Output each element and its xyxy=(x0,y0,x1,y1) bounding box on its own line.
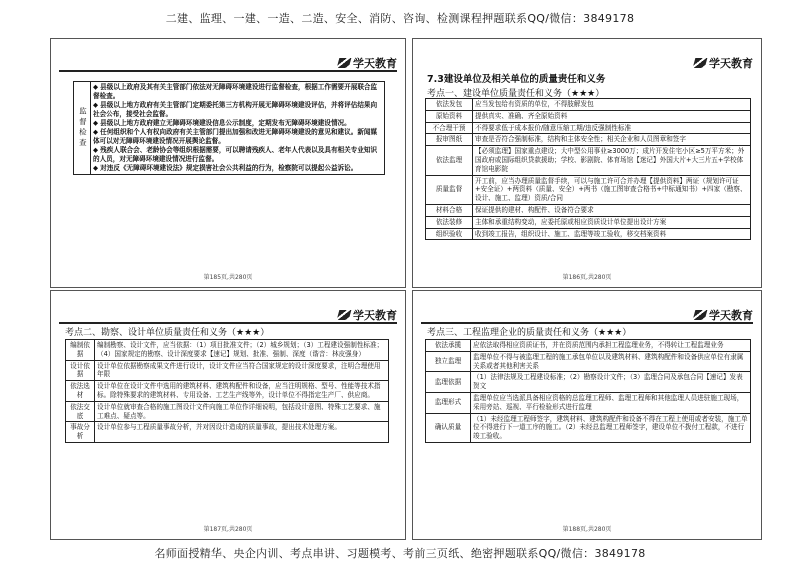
brand-mark-icon xyxy=(337,310,352,320)
table-row xyxy=(426,122,751,134)
table-row xyxy=(426,351,751,372)
supervisor-duty-table xyxy=(425,339,751,443)
page-footer: 第185页,共280页 xyxy=(203,274,253,281)
header-rule xyxy=(59,322,397,324)
row-text: 【必须监理】国家重点建设；大中型公用事业≥3000万；成片开发住宅小区≥5万平方米；外国政府或国际组织贷款援助；学校、影剧院、体育场馆【迷记】外国大片+大三片五+学校体育馆电影院 xyxy=(473,146,751,175)
page-188 xyxy=(412,290,762,540)
row-label: 事故分析 xyxy=(66,422,95,443)
row-label: 设计依据 xyxy=(66,360,95,381)
list-item: ◆ 对违反《无障碍环境建设法》规定损害社会公共利益的行为，检察院可以提起公益诉讼。 xyxy=(93,164,358,172)
page-185 xyxy=(50,38,406,288)
table-row xyxy=(66,340,389,361)
table-row xyxy=(66,381,389,402)
row-text: 设计单位就审查合格的施工图设计文件向施工单位作详细说明，包括设计意图、特殊工艺要求、施工难点、疑点等。 xyxy=(95,401,389,422)
table-row xyxy=(426,340,751,352)
table-row xyxy=(426,204,751,216)
row-label: 组织验收 xyxy=(426,228,473,240)
row-text: 不得要求低于成本报价/随意压缩工期/违反强制性标准 xyxy=(473,122,751,134)
brand-logo xyxy=(694,307,753,323)
row-text: 监理单位不得与被监理工程的施工承包单位以及建筑材料、建筑构配件和设备供应单位有隶属关系或者其他利害关系 xyxy=(471,351,751,372)
table-row xyxy=(426,99,751,111)
row-text: 提供真实、准确、齐全原始资料 xyxy=(473,110,751,122)
table-row xyxy=(426,110,751,122)
row-text: 编制勘察、设计文件，应当依据：（1）项目批准文件；（2）城乡规划；（3）工程建设强制性标准；（4）国家规定的勘察、设计深度要求【速记】规划、批准、强制、深度（谐音：林皮强身） xyxy=(95,340,389,361)
table-row xyxy=(66,401,389,422)
list-item: ◆ 县级以上地方政府有关主管部门定期委托第三方机构开展无障碍环境建设评估，并将评估结果向社会公布，接受社会监督。 xyxy=(93,101,378,118)
page-187 xyxy=(50,290,406,540)
row-label: 依法监理 xyxy=(426,146,473,175)
row-label: 材料合格 xyxy=(426,204,473,216)
list-item: ◆ 残疾人联合会、老龄协会等组织根据需要，可以聘请残疾人、老年人代表以及具有相关专业知识的人员，对无障碍环境建设情况进行监督。 xyxy=(93,146,378,163)
header-rule xyxy=(59,70,397,72)
row-text: （1）法律法规及工程建设标准；（2）勘察设计文件；（3）监理合同及承包合同【速记】发表贺文 xyxy=(471,372,751,393)
top-banner: 二建、监理、一建、一造、二造、安全、消防、咨询、检测课程押题联系QQ/微信：3849178 xyxy=(165,12,635,25)
table-row xyxy=(426,175,751,204)
row-text: 设计单位依据勘察成果文件进行设计，设计文件应当符合国家规定的设计深度要求，注明合理使用年限 xyxy=(95,360,389,381)
row-label: 依法选材 xyxy=(66,381,95,402)
row-text: 应依法取得相应资质证书，并在资质范围内承担工程监理业务，不得转让工程监理业务 xyxy=(471,340,751,352)
topic-title: 考点二、勘察、设计单位质量责任和义务（★★★） xyxy=(65,328,270,338)
bottom-banner: 名师面授精华、央企内训、考点串讲、习题模考、考前三页纸、绝密押题联系QQ/微信：3849178 xyxy=(154,547,646,560)
row-label: 独立监理 xyxy=(426,351,471,372)
row-text: 主体和承重结构变动，应委托原或相应资质设计单位提出设计方案 xyxy=(473,216,751,228)
brand-name: 学天教育 xyxy=(709,309,753,322)
topic-title: 考点一、建设单位质量责任和义务（★★★） xyxy=(427,89,605,99)
row-label: 报审图纸 xyxy=(426,134,473,146)
row-label: 依法承揽 xyxy=(426,340,471,352)
row-label: 监理依据 xyxy=(426,372,471,393)
list-item: ◆ 县级以上政府及其有关主管部门依法对无障碍环境建设进行监督检查，根据工作需要开展联合监督检查。 xyxy=(93,83,378,100)
list-item: ◆ 任何组织和个人有权向政府有关主管部门提出加强和改进无障碍环境建设的意见和建议。新闻媒体可以对无障碍环境建设情况开展舆论监督。 xyxy=(93,128,378,145)
table-row xyxy=(426,134,751,146)
list-item: ◆ 县级以上地方政府建立无障碍环境建设信息公示制度，定期发布无障碍环境建设情况。 xyxy=(93,119,351,127)
row-label: 监理形式 xyxy=(426,392,471,413)
row-text: 审查是否符合强制标准，结构和主体安全性；相关企业和人员图章和签字 xyxy=(473,134,751,146)
row-label: 不合理干预 xyxy=(426,122,473,134)
row-text: 设计单位参与工程质量事故分析，并对因设计造成的质量事故，提出技术处理方案。 xyxy=(95,422,389,443)
brand-name: 学天教育 xyxy=(353,309,397,322)
table-row xyxy=(426,146,751,175)
page-footer: 第188页,共280页 xyxy=(562,526,612,533)
table-row xyxy=(66,360,389,381)
owner-duty-table xyxy=(425,98,751,240)
brand-logo xyxy=(338,307,397,323)
row-text: 设计单位在设计文件中选用的建筑材料、建筑构配件和设备，应当注明规格、型号、性能等技术指标。除特殊要求的建筑材料、专用设备、工艺生产线等外，设计单位不得指定生产厂、供应商。 xyxy=(95,381,389,402)
row-label: 确认质量 xyxy=(426,413,471,442)
row-label: 依法交底 xyxy=(66,401,95,422)
row-label: 质量监督 xyxy=(426,175,473,204)
section-title: 7.3建设单位及相关单位的质量责任和义务 xyxy=(427,74,606,85)
design-duty-table xyxy=(65,339,389,443)
row-text: 收到竣工报告，组织设计、施工、监理等竣工验收，移交档案资料 xyxy=(473,228,751,240)
row-label: 依法装修 xyxy=(426,216,473,228)
brand-logo xyxy=(694,55,753,71)
table-row xyxy=(426,392,751,413)
brand-mark-icon xyxy=(337,58,352,68)
brand-mark-icon xyxy=(693,58,708,68)
row-text: 保证提供的建材、构配件、设备符合要求 xyxy=(473,204,751,216)
row-text: 开工前，应当办理质量监督手续，可以与施工许可合并办理【提供资料】两证（规划许可证+安全证）+两资料（质量、安全）+两书（施工图审查合格书+中标通知书）+四家（勘察、设计、施工、监理）资质/合同 xyxy=(473,175,751,204)
table-row xyxy=(426,413,751,442)
bullet-list xyxy=(91,82,385,175)
table-row xyxy=(426,228,751,240)
row-label: 依法发包 xyxy=(426,99,473,111)
page-footer: 第186页,共280页 xyxy=(562,274,612,281)
side-label: 监督检查 xyxy=(74,82,91,175)
page-186 xyxy=(412,38,762,288)
page-footer: 第187页,共280页 xyxy=(203,526,253,533)
row-text: 监理单位应当选派具备相应资格的总监理工程师、监理工程师和其他监理人员进驻施工现场，采用旁站、巡视、平行检验形式进行监理 xyxy=(471,392,751,413)
brand-name: 学天教育 xyxy=(709,57,753,70)
supervision-table xyxy=(73,81,385,175)
row-label: 原始资料 xyxy=(426,110,473,122)
topic-title: 考点三、工程监理企业的质量责任和义务（★★★） xyxy=(427,328,632,338)
row-label: 编制依据 xyxy=(66,340,95,361)
row-text: 应当发包给有资质的单位，不得肢解发包 xyxy=(473,99,751,111)
header-rule xyxy=(421,322,753,324)
brand-mark-icon xyxy=(693,310,708,320)
row-text: （1）未经监理工程师签字，建筑材料、建筑构配件和设备不得在工程上使用或者安装，施工单位不得进行下一道工序的施工。（2）未经总监理工程师签字，建设单位不拨付工程款，不进行竣工验收。 xyxy=(471,413,751,442)
table-row xyxy=(426,372,751,393)
brand-name: 学天教育 xyxy=(353,57,397,70)
table-row xyxy=(66,422,389,443)
brand-logo xyxy=(338,55,397,71)
table-row xyxy=(426,216,751,228)
